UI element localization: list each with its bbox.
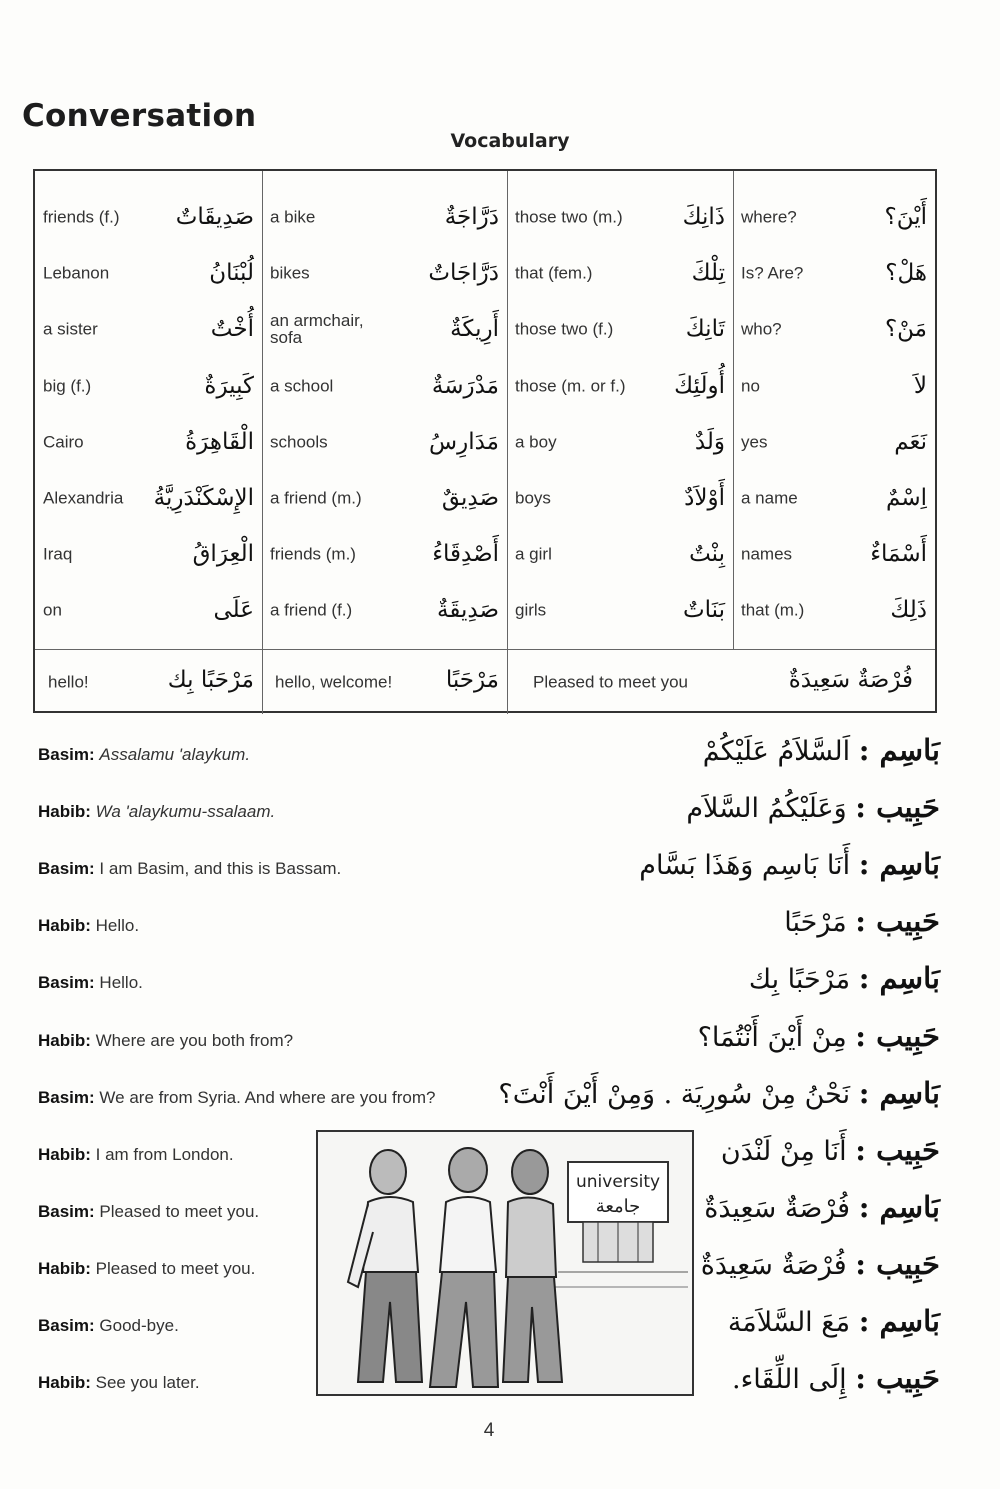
vocab-arabic: اِسْمٌ: [886, 485, 927, 511]
vocab-english: a friend (f.): [270, 600, 353, 620]
vocab-arabic: أُخْتٌ: [210, 316, 254, 343]
vocab-arabic: كَبِيرَةٌ: [204, 372, 254, 399]
dialogue-line-arabic: [701, 1247, 940, 1281]
vocab-arabic: أَسْمَاءٌ: [870, 541, 927, 568]
vocab-entry: [733, 518, 935, 574]
vocab-entry: [262, 181, 507, 237]
vocab-entry: [507, 350, 733, 406]
vocab-english: those (m. or f.): [515, 376, 626, 396]
vocab-entry: [733, 350, 935, 406]
vocab-entry: [507, 237, 733, 293]
dialogue-line-english: [38, 1145, 234, 1165]
speaker-name: Basim:: [38, 1201, 95, 1221]
vocab-entry: [35, 293, 262, 349]
dialogue-line-arabic: [784, 904, 940, 938]
dialogue-line-english: [38, 1031, 293, 1051]
vocab-column: [507, 171, 734, 649]
vocab-entry: [507, 462, 733, 518]
vocab-entry: [733, 293, 935, 349]
speaker-name: Basim:: [38, 973, 95, 993]
dialogue-line-english: [38, 745, 250, 765]
vocab-arabic: صَدِيقَةٌ: [437, 597, 499, 624]
speaker-name: Habib:: [38, 916, 91, 936]
dialogue-text: I am from London.: [95, 1144, 234, 1164]
vocab-arabic: نَعَم: [894, 428, 927, 455]
vocab-entry: [507, 181, 733, 237]
speaker-name: Habib:: [38, 802, 91, 822]
vocab-entry: [35, 181, 262, 237]
phrase-cell: [262, 650, 508, 714]
dialogue-line-arabic: [749, 961, 940, 995]
phrase-arabic: مَرْحَبًا بِك: [167, 667, 254, 693]
vocab-entry: [35, 518, 262, 574]
dialogue-text: Hello.: [95, 916, 140, 936]
vocab-english: that (fem.): [515, 263, 593, 283]
speaker-name-arabic: حَبِيب :: [855, 1132, 940, 1167]
vocab-arabic: صَدِيقٌ: [441, 485, 499, 511]
vocab-english: a name: [741, 488, 798, 508]
dialogue-line-arabic: [721, 1133, 940, 1167]
dialogue-text: Pleased to meet you.: [95, 1258, 256, 1278]
vocab-arabic: أُولَئِكَ: [674, 372, 725, 399]
dialogue-line-arabic: [698, 1019, 940, 1053]
vocab-column: [262, 171, 508, 649]
vocab-arabic: صَدِيقَاتٌ: [175, 204, 254, 230]
speaker-name: Habib:: [38, 1373, 91, 1393]
vocab-arabic: مَنْ؟: [884, 316, 927, 343]
vocabulary-heading: Vocabulary: [450, 130, 570, 152]
vocab-english: names: [741, 544, 793, 564]
dialogue-text-arabic: مَرْحَبًا بِك: [748, 964, 851, 996]
speaker-name: Habib:: [38, 1030, 91, 1050]
vocab-english: friends (m.): [270, 544, 356, 564]
phrase-english: Pleased to meet you: [533, 672, 688, 692]
dialogue-line-arabic: [703, 733, 940, 767]
vocab-arabic: بِنْتٌ: [689, 541, 725, 568]
vocab-arabic: الْعِرَاقُ: [192, 541, 254, 568]
vocab-english: a school: [270, 376, 334, 396]
speaker-name: Basim:: [38, 1316, 95, 1335]
dialogue-line-arabic: [732, 1361, 940, 1395]
dialogue-text: Pleased to meet you.: [99, 1201, 260, 1221]
vocab-english: a sister: [43, 319, 98, 339]
vocab-arabic: تَانِكَ: [685, 316, 725, 343]
dialogue-text: Wa 'alaykumu-ssalaam.: [95, 802, 276, 822]
vocab-entry: [733, 574, 935, 630]
page-number: 4: [483, 1420, 495, 1441]
vocab-entry: [35, 237, 262, 293]
dialogue-line-english: [38, 1202, 259, 1222]
dialogue-line-english: [38, 1259, 255, 1279]
vocabulary-phrases-row: [35, 649, 935, 714]
sign-arabic: جامعة: [595, 1196, 641, 1217]
speaker-name: Basim:: [38, 1087, 95, 1107]
vocab-entry: [507, 574, 733, 630]
vocab-arabic: الإِسْكَنْدَرِيَّةُ: [153, 485, 254, 511]
speaker-name-arabic: بَاسِم :: [858, 1075, 940, 1110]
vocab-arabic: أَوْلاَدٌ: [684, 485, 725, 511]
dialogue-text-arabic: إِلَى اللِّقَاء.: [732, 1364, 847, 1396]
vocab-entry: [733, 181, 935, 237]
vocab-english: on: [43, 600, 62, 620]
vocab-arabic: لاَ: [913, 372, 927, 399]
phrase-english: hello!: [48, 672, 89, 692]
vocab-english: that (m.): [741, 600, 805, 620]
vocab-entry: [262, 350, 507, 406]
dialogue-text: Assalamu 'alaykum.: [99, 745, 251, 764]
phrase-cell: [507, 650, 935, 714]
vocab-entry: [507, 518, 733, 574]
vocab-entry: [262, 574, 507, 630]
vocab-english: Iraq: [43, 544, 73, 564]
vocab-entry: [262, 406, 507, 462]
vocab-arabic: هَلْ؟: [885, 260, 927, 287]
vocab-arabic: دَرَّاجَةٌ: [444, 204, 499, 230]
vocab-entry: [733, 462, 935, 518]
vocab-english: girls: [515, 600, 547, 620]
dialogue-text: We are from Syria. And where are you from?: [99, 1087, 436, 1107]
dialogue-text-arabic: مِنْ أَيْنَ أَنْتُمَا؟: [697, 1021, 847, 1053]
vocab-arabic: بَنَاتٌ: [682, 597, 725, 624]
dialogue-text-arabic: وَعَلَيْكُمُ السَّلاَم: [686, 793, 847, 825]
vocab-arabic: أَصْدِقَاءُ: [432, 541, 499, 568]
dialogue-text-arabic: أَنَا مِنْ لَنْدَن: [720, 1135, 847, 1167]
dialogue-text: I am Basim, and this is Bassam.: [99, 859, 342, 879]
speaker-name-arabic: حَبِيب :: [855, 790, 940, 825]
vocab-entry: [35, 350, 262, 406]
vocab-english: where?: [741, 207, 797, 227]
illustration-students: [316, 1130, 694, 1396]
vocab-arabic: أَرِيكَةٌ: [450, 316, 499, 343]
vocab-entry: [507, 406, 733, 462]
vocab-entry: [262, 518, 507, 574]
dialogue-text-arabic: مَعَ السَّلاَمَة: [727, 1307, 851, 1338]
phrase-arabic: مَرْحَبًا: [445, 667, 499, 693]
speaker-name-arabic: بَاسِم :: [858, 961, 940, 996]
speaker-name-arabic: بَاسِم :: [858, 733, 940, 767]
dialogue-text: Hello.: [99, 973, 143, 993]
vocab-entry: [733, 237, 935, 293]
speaker-name: Habib:: [38, 1258, 91, 1278]
dialogue-line-english: [38, 1088, 435, 1108]
dialogue-line-english: [38, 916, 139, 936]
dialogue-text: See you later.: [95, 1373, 200, 1393]
vocab-english: those two (m.): [515, 207, 623, 227]
speaker-name: Habib:: [38, 1144, 91, 1164]
dialogue-text-arabic: فُرْصَةٌ سَعِيدَةٌ: [700, 1249, 847, 1281]
vocab-english: schools: [270, 432, 328, 452]
vocab-arabic: ذَلِكَ: [890, 597, 927, 624]
vocab-english: a friend (m.): [270, 488, 362, 508]
dialogue-line-english: [38, 1373, 200, 1393]
vocab-entry: [35, 574, 262, 630]
speaker-name-arabic: بَاسِم :: [858, 1304, 940, 1338]
vocab-english: Lebanon: [43, 263, 110, 283]
vocab-arabic: وَلَدٌ: [694, 428, 725, 455]
vocab-entry: [35, 406, 262, 462]
dialogue-line-english: [38, 973, 143, 993]
vocab-english: boys: [515, 488, 551, 508]
vocab-english: Is? Are?: [741, 263, 804, 283]
dialogue-line-arabic: [704, 1190, 940, 1224]
vocab-english: who?: [741, 319, 782, 339]
vocab-entry: [262, 293, 507, 349]
vocab-entry: [733, 406, 935, 462]
vocab-arabic: مَدْرَسَةٌ: [431, 372, 499, 399]
sign-english: university: [576, 1172, 661, 1192]
vocab-english: those two (f.): [515, 319, 614, 339]
vocab-entry: [262, 237, 507, 293]
vocab-arabic: لُبْنَانُ: [209, 260, 254, 287]
vocab-english: a bike: [270, 207, 316, 227]
dialogue-text: Good-bye.: [99, 1316, 179, 1335]
dialogue-line-arabic: [728, 1304, 940, 1338]
vocab-english: an armchair, sofa: [270, 311, 364, 348]
speaker-name-arabic: حَبِيب :: [855, 1361, 940, 1396]
dialogue-line-english: [38, 859, 341, 879]
vocab-english: Cairo: [43, 432, 84, 452]
vocabulary-table: [33, 169, 937, 713]
vocab-arabic: تِلْكَ: [691, 260, 725, 287]
dialogue-text-arabic: أَنَا بَاسِم وَهَذَا بَسَّام: [639, 850, 851, 882]
vocab-arabic: دَرَّاجَاتٌ: [428, 260, 499, 287]
vocab-english: no: [741, 376, 760, 396]
vocab-english: a girl: [515, 544, 552, 564]
vocab-entry: [507, 293, 733, 349]
phrase-cell: [35, 650, 263, 714]
vocab-english: yes: [741, 432, 768, 452]
dialogue-line-arabic: [639, 847, 940, 881]
speaker-name-arabic: بَاسِم :: [858, 1189, 940, 1224]
vocab-arabic: مَدَارِسُ: [429, 428, 499, 455]
speaker-name-arabic: حَبِيب :: [855, 1018, 940, 1053]
vocab-entry: [35, 462, 262, 518]
students-at-university-drawing: [318, 1132, 692, 1394]
vocab-english: bikes: [270, 263, 310, 283]
speaker-name: Basim:: [38, 859, 95, 879]
dialogue-line-english: [38, 1316, 179, 1336]
vocab-column: [35, 171, 263, 649]
vocab-column: [733, 171, 935, 649]
speaker-name-arabic: حَبِيب :: [855, 904, 940, 939]
dialogue-text-arabic: نَحْنُ مِنْ سُورِيَة . وَمِنْ أَيْنَ أَنْتَ؟: [498, 1078, 851, 1110]
vocab-arabic: الْقَاهِرَةُ: [185, 428, 254, 455]
speaker-name-arabic: حَبِيب :: [855, 1246, 940, 1281]
vocab-arabic: أَيْنَ؟: [884, 204, 927, 230]
speaker-name-arabic: بَاسِم :: [858, 847, 940, 882]
speaker-name: Basim:: [38, 745, 95, 764]
dialogue-text-arabic: مَرْحَبًا: [784, 907, 847, 939]
vocab-english: friends (f.): [43, 207, 120, 227]
vocab-entry: [262, 462, 507, 518]
vocab-english: big (f.): [43, 376, 92, 396]
page-title: Conversation: [22, 98, 257, 134]
vocab-english: Alexandria: [43, 488, 124, 508]
phrase-english: hello, welcome!: [275, 672, 393, 692]
dialogue-line-arabic: [498, 1076, 940, 1110]
phrase-arabic: فُرْصَةٌ سَعِيدَةٌ: [788, 667, 913, 693]
dialogue-text-arabic: فُرْصَةٌ سَعِيدَةٌ: [704, 1192, 851, 1224]
dialogue-text: Where are you both from?: [95, 1030, 294, 1050]
vocab-arabic: عَلَى: [213, 597, 254, 624]
dialogue-line-arabic: [686, 790, 940, 824]
dialogue-text-arabic: اَلسَّلاَمُ عَلَيْكُمْ: [702, 736, 851, 767]
dialogue-line-english: [38, 802, 275, 822]
vocab-english: a boy: [515, 432, 557, 452]
vocab-arabic: ذَانِكَ: [682, 204, 725, 230]
